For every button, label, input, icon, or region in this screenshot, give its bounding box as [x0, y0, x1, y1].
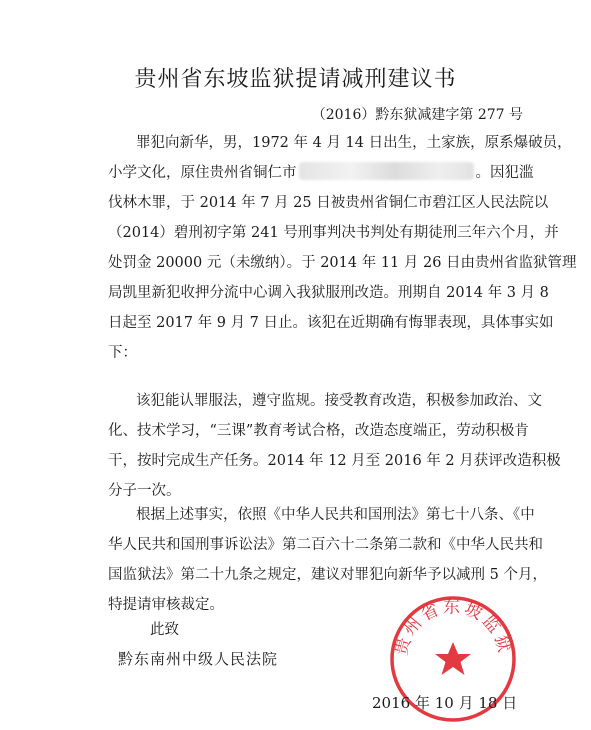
- text-line: 该犯能认罪服法，遵守监规。接受教育改造，积极参加政治、文: [136, 393, 542, 409]
- text-fragment: 。因犯滥: [475, 165, 534, 181]
- text-line: 国监狱法》第二十九条之规定，建议对罪犯向新华予以减刑 5 个月，: [108, 567, 547, 583]
- redacted-address: [299, 162, 474, 180]
- text-line: 特提请审核裁定。: [108, 597, 224, 613]
- paragraph-performance: [108, 386, 561, 506]
- recipient-court: 黔东南州中级人民法院: [118, 650, 279, 668]
- text-line: 化、技术学习，“三课”教育考试合格，改造态度端正，劳动积极肯: [108, 423, 529, 439]
- text-line: （2014）碧刑初字第 241 号刑事判决书判处有期徒刑三年六个月，并: [108, 225, 559, 241]
- closing-salutation: 此致: [150, 622, 179, 638]
- text-line: 罪犯向新华，男，1972 年 4 月 14 日出生，土家族，原系爆破员，: [136, 135, 572, 151]
- text-line: 伐林木罪，于 2014 年 7 月 25 日被贵州省铜仁市碧江区人民法院以: [108, 195, 549, 211]
- text-line: 日起至 2017 年 9 月 7 日止。该犯在近期确有悔罪表现，具体事实如: [108, 315, 554, 331]
- text-line: 干，按时完成生产任务。2014 年 12 月至 2016 年 2 月获评改造积极: [108, 453, 561, 469]
- document-title: 贵州省东坡监狱提请减刑建议书: [134, 67, 457, 92]
- document-date: 2016 年 10 月 18 日: [372, 694, 518, 712]
- text-line: 根据上述事实，依照《中华人民共和国刑法》第七十八条、《中: [136, 507, 535, 523]
- svg-text:贵州省东坡监狱: 贵州省东坡监狱: [391, 597, 515, 658]
- text-line: 处罚金 20000 元（未缴纳）。于 2014 年 11 月 26 日由贵州省监狱管理: [108, 255, 577, 271]
- text-line: 局凯里新犯收押分流中心调入我狱服刑改造。刑期自 2014 年 3 月 8: [108, 285, 549, 301]
- text-line: 华人民共和国刑事诉讼法》第二百六十二条第二款和《中华人民共和: [108, 537, 543, 553]
- text-fragment: 小学文化，原住贵州省铜仁市: [108, 165, 297, 181]
- paragraph-facts: [108, 128, 577, 368]
- text-line: 分子一次。: [108, 483, 181, 499]
- document-number: （2016）黔东狱减建字第 277 号: [311, 107, 523, 123]
- text-line: [108, 158, 548, 188]
- text-line: 下：: [108, 345, 137, 361]
